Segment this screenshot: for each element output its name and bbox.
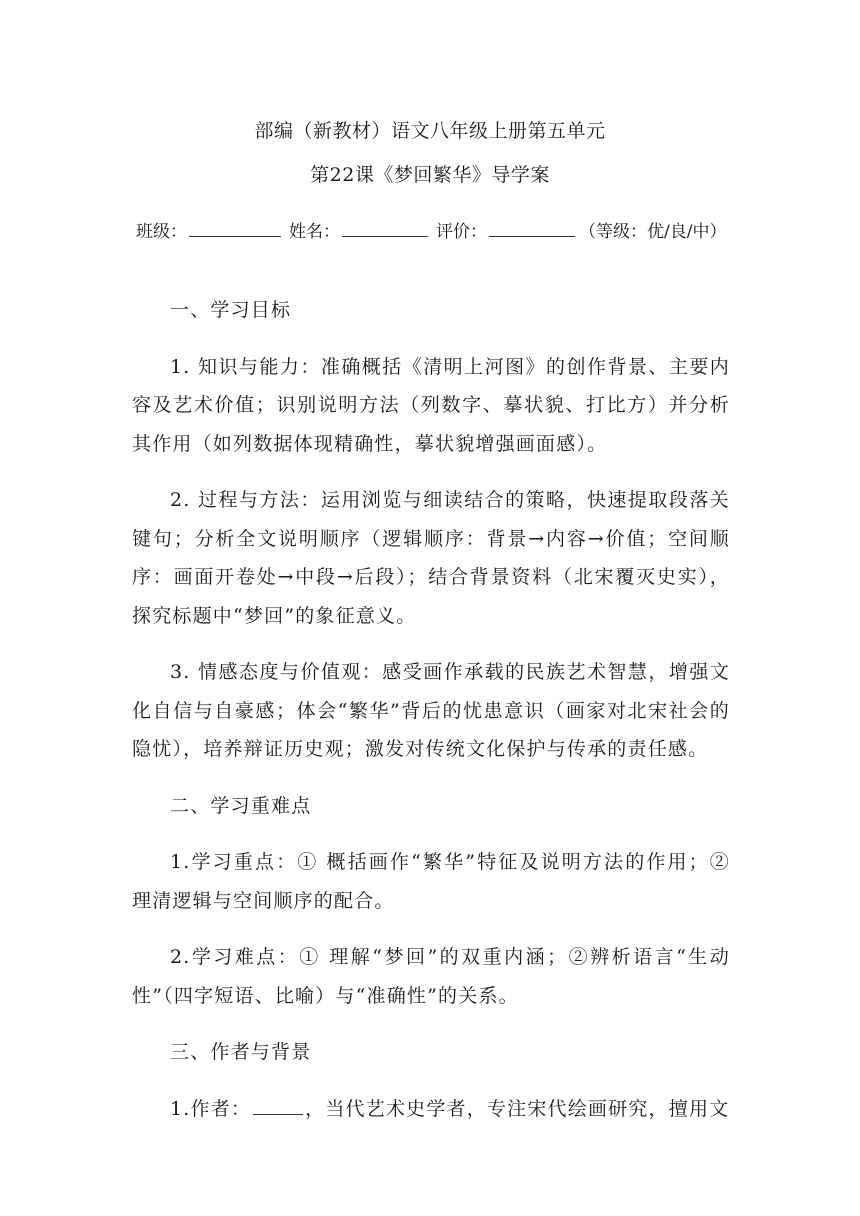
section-heading-author-background: 三、作者与背景 bbox=[170, 1041, 312, 1063]
student-info-line bbox=[136, 217, 726, 242]
class-label: 班级： bbox=[136, 222, 187, 242]
author-paragraph bbox=[132, 1090, 730, 1129]
objective-attitude: 3. 情感态度与价值观：感受画作承载的民族艺术智慧，增强文化自信与自豪感；体会“繁华”背后的忧患意识（画家对北宋社会的隐忧），培养辩证历史观；激发对传统文化保护与传承的责任感。 bbox=[132, 661, 730, 760]
author-label: 1.作者： bbox=[170, 1097, 252, 1120]
section-heading-key-points: 二、学习重难点 bbox=[170, 794, 312, 817]
author-description: ，当代艺术史学者，专注宋代绘画研究，擅用文 bbox=[305, 1097, 730, 1120]
class-blank[interactable] bbox=[189, 218, 281, 237]
document-title-unit: 部编（新教材）语文八年级上册第五单元 bbox=[254, 120, 606, 142]
name-blank[interactable] bbox=[342, 218, 428, 237]
document-body bbox=[132, 291, 730, 1128]
author-name-blank[interactable] bbox=[253, 1092, 303, 1115]
objective-knowledge: 1. 知识与能力：准确概括《清明上河图》的创作背景、主要内容及艺术价值；识别说明方法（列数字、摹状貌、打比方）并分析其作用（如列数据体现精确性，摹状貌增强画面感）。 bbox=[132, 355, 730, 455]
key-point-difficulty: 2.学习难点：① 理解“梦回”的双重内涵；②辨析语言“生动性”（四字短语、比喻）与“准确性”的关系。 bbox=[132, 946, 730, 1007]
grade-note: （等级：优/良/中） bbox=[579, 222, 727, 242]
document-title-lesson: 第22课《梦回繁华》导学案 bbox=[310, 164, 550, 186]
objective-process: 2. 过程与方法：运用浏览与细读结合的策略，快速提取段落关键句；分析全文说明顺序（逻辑顺序：背景→内容→价值；空间顺序：画面开卷处→中段→后段）；结合背景资料（北宋覆灭史实），探究标题中“梦回”的象征意义。 bbox=[132, 489, 730, 627]
evaluation-label: 评价： bbox=[436, 222, 487, 242]
key-point-focus: 1.学习重点：① 概括画作“繁华”特征及说明方法的作用；② 理清逻辑与空间顺序的配合。 bbox=[132, 851, 730, 912]
name-label: 姓名： bbox=[289, 222, 340, 242]
section-heading-objectives: 一、学习目标 bbox=[170, 299, 292, 321]
evaluation-blank[interactable] bbox=[489, 218, 575, 237]
